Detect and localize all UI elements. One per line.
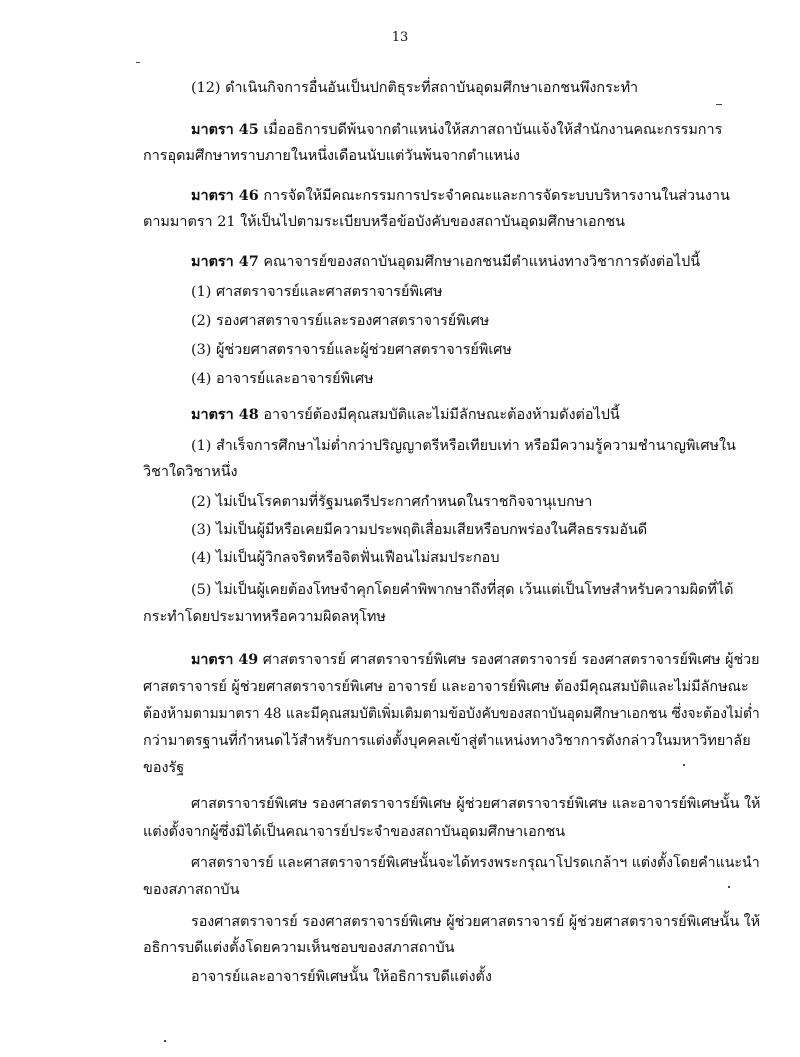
paragraph-associate-line-1 (191, 912, 760, 932)
paragraph-associate-line-2 (143, 938, 454, 958)
section-48-item-4 (191, 548, 499, 568)
scan-speck (136, 62, 140, 63)
paragraph-special-line-2 (143, 822, 565, 842)
text-line-1 (191, 78, 638, 98)
line-text: คณาจารย์ของสถาบันอุดมศึกษาเอกชนมีตำแหน่งทางวิชาการดังต่อไปนี้ (258, 254, 701, 270)
section-45-line-2 (143, 146, 520, 166)
list-item-2 (191, 311, 489, 331)
section-heading: มาตรา 47 (191, 253, 259, 270)
line-text: อาจารย์และอาจารย์พิเศษนั้น ให้อธิการบดีแต่งตั้ง (191, 969, 492, 985)
line-text: ศาสตราจารย์ และศาสตราจารย์พิเศษนั้นจะได้ทรงพระกรุณาโปรดเกล้าฯ แต่งตั้งโดยคำแนะนำ (191, 855, 760, 871)
line-text: (4) ไม่เป็นผู้วิกลจริตหรือจิตฟั่นเฟือนไม่สมประกอบ (191, 550, 500, 566)
line-text: เมื่ออธิการบดีพ้นจากตำแหน่งให้สภาสถาบันแจ้งให้สำนักงานคณะกรรมการ (258, 122, 723, 138)
section-48-item-5-cont (143, 607, 386, 627)
list-item-1 (191, 282, 442, 302)
section-48-item-1-cont (143, 462, 238, 482)
scan-speck (728, 886, 730, 888)
line-text: (5) ไม่เป็นผู้เคยต้องโทษจำคุกโดยคำพิพากษาถึงที่สุด เว้นแต่เป็นโทษสำหรับความผิดที่ได้ (191, 582, 734, 598)
section-49-line-2 (143, 677, 749, 697)
section-48-item-3 (191, 520, 647, 540)
section-heading: มาตรา 49 (191, 651, 259, 668)
section-48-item-2 (191, 492, 592, 512)
section-heading: มาตรา 46 (191, 187, 259, 204)
section-47-line-1 (191, 252, 700, 272)
paragraph-lecturer-line (191, 967, 492, 987)
line-text: ศาสตราจารย์พิเศษ รองศาสตราจารย์พิเศษ ผู้ช่วยศาสตราจารย์พิเศษ และอาจารย์พิเศษนั้น ให้ (191, 796, 761, 812)
line-text: ศาสตราจารย์ ศาสตราจารย์พิเศษ รองศาสตราจารย์ รองศาสตราจารย์พิเศษ ผู้ช่วย (258, 652, 760, 668)
scan-speck (683, 764, 685, 766)
line-text: การจัดให้มีคณะกรรมการประจำคณะและการจัดระบบบริหารงานในส่วนงาน (258, 188, 730, 204)
line-text: กระทำโดยประมาทหรือความผิดลหุโทษ (143, 609, 386, 625)
line-text: วิชาใดวิชาหนึ่ง (143, 464, 238, 480)
section-48-line-1 (191, 405, 620, 425)
line-text: (2) ไม่เป็นโรคตามที่รัฐมนตรีประกาศกำหนดในราชกิจจานุเบกษา (191, 494, 593, 510)
line-text: รองศาสตราจารย์ รองศาสตราจารย์พิเศษ ผู้ช่วยศาสตราจารย์ ผู้ช่วยศาสตราจารย์พิเศษนั้น ให้ (191, 914, 761, 930)
section-49-line-4 (143, 731, 751, 751)
line-text: การอุดมศึกษาทราบภายในหนึ่งเดือนนับแต่วันพ้นจากตำแหน่ง (143, 148, 520, 164)
list-item-3 (191, 340, 512, 360)
line-text: (1) ศาสตราจารย์และศาสตราจารย์พิเศษ (191, 284, 443, 300)
section-46-line-1 (191, 186, 730, 206)
paragraph-professor-line-2 (143, 880, 239, 900)
line-text: ของรัฐ (143, 760, 185, 776)
section-46-line-2 (143, 212, 625, 232)
line-text: ตามมาตรา 21 ให้เป็นไปตามระเบียบหรือข้อบังคับของสถาบันอุดมศึกษาเอกชน (143, 214, 625, 230)
page-number: 13 (391, 30, 409, 45)
paragraph-special-line-1 (191, 794, 760, 814)
line-text: ศาสตราจารย์ ผู้ช่วยศาสตราจารย์พิเศษ อาจารย์ และอาจารย์พิเศษ ต้องมีคุณสมบัติและไม่มีลักษณะ (143, 679, 749, 695)
paragraph-professor-line-1 (191, 853, 760, 873)
line-text: อธิการบดีแต่งตั้งโดยความเห็นชอบของสภาสถาบัน (143, 940, 455, 956)
line-text: อาจารย์ต้องมีคุณสมบัติและไม่มีลักษณะต้องห้ามดังต่อไปนี้ (258, 407, 620, 423)
line-text: ของสภาสถาบัน (143, 882, 240, 898)
line-text: (3) ไม่เป็นผู้มีหรือเคยมีความประพฤติเสื่อมเสียหรือบกพร่องในศีลธรรมอันดี (191, 522, 648, 538)
line-text: กว่ามาตรฐานที่กำหนดไว้สำหรับการแต่งตั้งบุคคลเข้าสู่ตำแหน่งทางวิชาการดังกล่าวในมหาวิทยาลัย (143, 733, 751, 749)
line-text: (4) อาจารย์และอาจารย์พิเศษ (191, 371, 374, 387)
line-text: แต่งตั้งจากผู้ซึ่งมิได้เป็นคณาจารย์ประจำของสถาบันอุดมศึกษาเอกชน (143, 824, 566, 840)
section-heading: มาตรา 48 (191, 406, 259, 423)
section-heading: มาตรา 45 (191, 121, 259, 138)
scan-speck (716, 104, 722, 105)
line-text: ต้องห้ามตามมาตรา 48 และมีคุณสมบัติเพิ่มเติมตามข้อบังคับของสถาบันอุดมศึกษาเอกชน ซึ่งจะต้องไม่ต่ำ (143, 706, 760, 722)
section-49-line-1 (191, 650, 760, 670)
list-item-4 (191, 369, 374, 389)
section-49-line-5 (143, 758, 184, 778)
line-text: (1) สำเร็จการศึกษาไม่ต่ำกว่าปริญญาตรีหรือเทียบเท่า หรือมีความรู้ความชำนาญพิเศษใน (191, 438, 736, 454)
line-text: (2) รองศาสตราจารย์และรองศาสตราจารย์พิเศษ (191, 313, 490, 329)
section-49-line-3 (143, 704, 760, 724)
line-text: (12) ดำเนินกิจการอื่นอันเป็นปกติธุระที่สถาบันอุดมศึกษาเอกชนพึงกระทำ (191, 80, 639, 96)
section-45-line-1 (191, 120, 722, 140)
section-48-item-1 (191, 436, 736, 456)
scan-speck (164, 1040, 166, 1042)
line-text: (3) ผู้ช่วยศาสตราจารย์และผู้ช่วยศาสตราจารย์พิเศษ (191, 342, 512, 358)
section-48-item-5 (191, 580, 733, 600)
